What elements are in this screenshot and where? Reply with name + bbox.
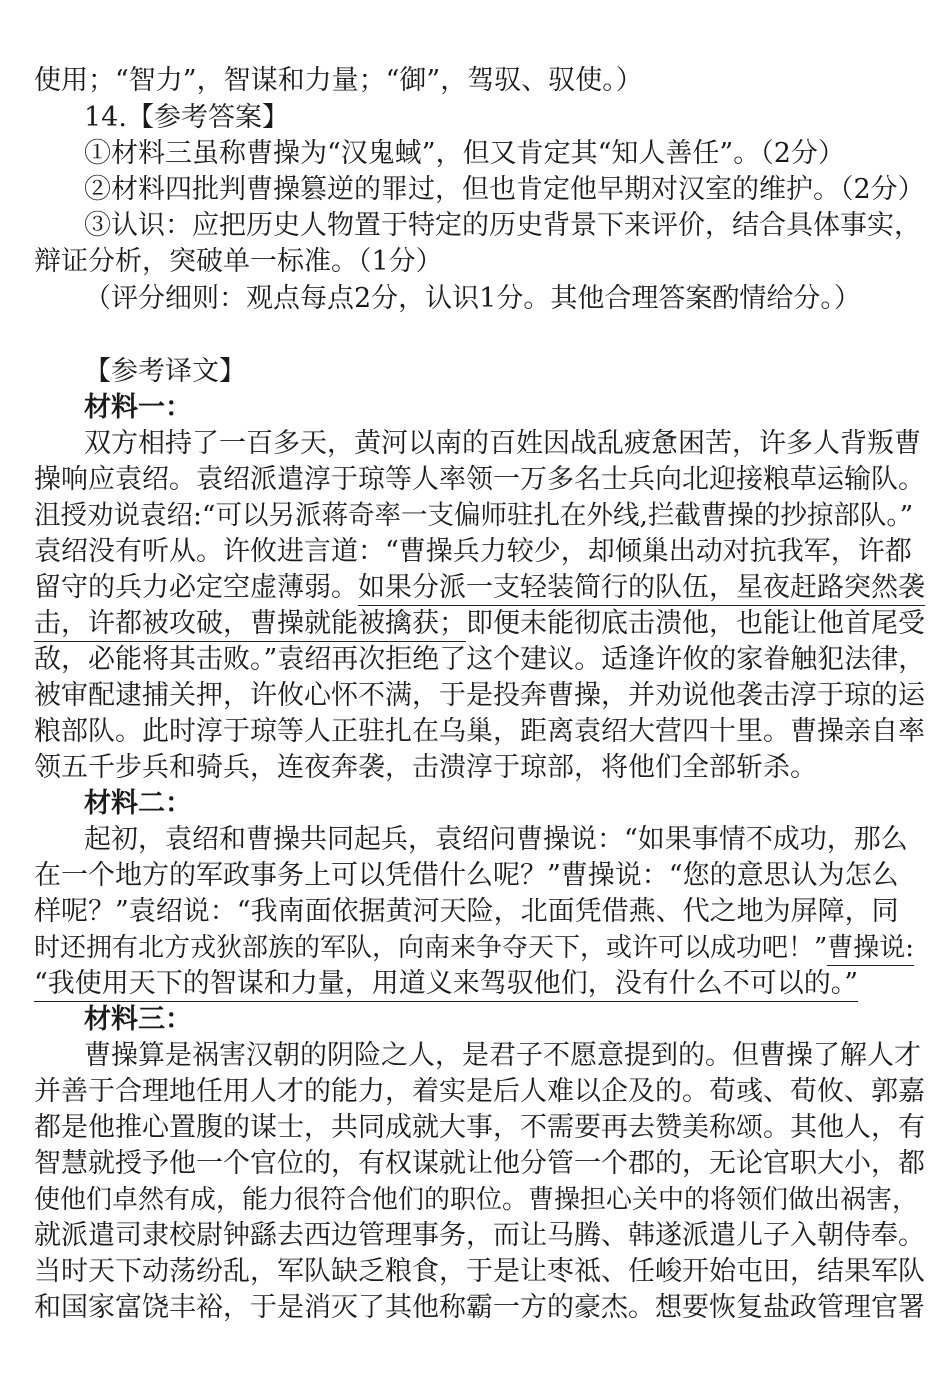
text-line: 并善于合理地任用人才的能力，着实是后人难以企及的。荀彧、荀攸、郭嘉	[34, 1076, 925, 1107]
text-line: 和国家富饶丰裕，于是消灭了其他称霸一方的豪杰。想要恢复盐政管理官署	[34, 1292, 925, 1323]
text-line: 起初，袁绍和曹操共同起兵，袁绍问曹操说：“如果事情不成功，那么	[84, 824, 908, 855]
text-line: 使他们卓然有成，能力很符合他们的职位。曹操担心关中的将领们做出祸害，	[34, 1185, 919, 1215]
answer-point-1: ①材料三虽称曹操为“汉鬼蜮”，但又肯定其“知人善任”。（2分）	[84, 138, 845, 169]
text-line	[34, 966, 928, 1002]
text-line: 被审配逮捕关押，许攸心怀不满，于是投奔曹操，并劝说他袭击淳于琼的运	[34, 680, 925, 711]
text-segment: 即便未能彻底击溃他，也能让他首尾受	[466, 608, 925, 639]
text-line: 双方相持了一百多天，黄河以南的百姓因战乱疲惫困苦，许多人背叛曹	[84, 428, 921, 459]
text-line: 敌，必能将其击败。”袁绍再次拒绝了这个建议。适逢许攸的家眷触犯法律，	[34, 644, 926, 675]
text-line: 粮部队。此时淳于琼等人正驻扎在乌巢，距离袁绍大营四十里。曹操亲自率	[34, 716, 925, 747]
material-2-heading: 材料二：	[84, 788, 192, 819]
text-line: 沮授劝说袁绍:“可以另派蒋奇率一支偏师驻扎在外线,拦截曹操的抄掠部队。”	[34, 500, 914, 531]
text-line	[34, 606, 928, 642]
answer-point-2: ②材料四批判曹操篡逆的罪过，但也肯定他早期对汉室的维护。（2分）	[84, 174, 925, 205]
text-segment: 留守的兵力必定空虚薄弱。	[34, 572, 358, 603]
material-3-heading: 材料三：	[84, 1004, 192, 1035]
scoring-note: （评分细则：观点每点2分，认识1分。其他合理答案酌情给分。）	[84, 283, 861, 314]
underlined-text: “我使用天下的智谋和力量，用道义来驾驭他们，没有什么不可以的。”	[34, 968, 858, 1002]
text-segment: 时还拥有北方戎狄部族的军队，向南来争夺天下，或许可以成功吧！”	[34, 933, 828, 963]
text-line: 就派遣司隶校尉钟繇去西边管理事务，而让马腾、韩遂派遣儿子入朝侍奉。	[34, 1220, 925, 1251]
text-line: 在一个地方的军政事务上可以凭借什么呢？”曹操说：“您的意思认为怎么	[34, 860, 899, 891]
text-line: 领五千步兵和骑兵，连夜奔袭，击溃淳于琼部，将他们全部斩杀。	[34, 752, 817, 783]
text-line: 智慧就授予他一个官位的，有权谋就让他分管一个郡的，无论官职大小，都	[34, 1148, 925, 1179]
text-line: 袁绍没有听从。许攸进言道：“曹操兵力较少，却倾巢出动对抗我军，许都	[34, 536, 912, 567]
text-line: 曹操算是祸害汉朝的阴险之人，是君子不愿意提到的。但曹操了解人才	[84, 1040, 921, 1071]
text-line: 使用；“智力”，智谋和力量；“御”，驾驭、驭使。）	[34, 65, 643, 96]
text-line	[34, 930, 928, 966]
answer-point-3: ③认识：应把历史人物置于特定的历史背景下来评价，结合具体事实，	[84, 210, 921, 241]
underlined-text: 曹操说:	[827, 933, 914, 966]
answer-heading: 14.【参考答案】	[84, 102, 289, 133]
text-line	[34, 570, 928, 606]
underlined-text: 如果分派一支轻装简行的队伍，星夜赶路突然袭	[358, 572, 925, 606]
material-1-heading: 材料一：	[84, 392, 192, 423]
text-line: 都是他推心置腹的谋士，共同成就大事，不需要再去赞美称颂。其他人，有	[34, 1112, 925, 1143]
text-line: 辩证分析，突破单一标准。（1分）	[34, 246, 443, 277]
text-line: 当时天下动荡纷乱，军队缺乏粮食，于是让枣祗、任峻开始屯田，结果军队	[34, 1256, 925, 1287]
translation-heading: 【参考译文】	[84, 356, 246, 387]
text-line: 样呢？”袁绍说：“我南面依据黄河天险，北面凭借燕、代之地为屏障，同	[34, 896, 899, 927]
underlined-text: 击，许都被攻破，曹操就能被擒获；	[34, 608, 466, 642]
text-line: 操响应袁绍。袁绍派遣淳于琼等人率领一万多名士兵向北迎接粮草运输队。	[34, 464, 925, 495]
